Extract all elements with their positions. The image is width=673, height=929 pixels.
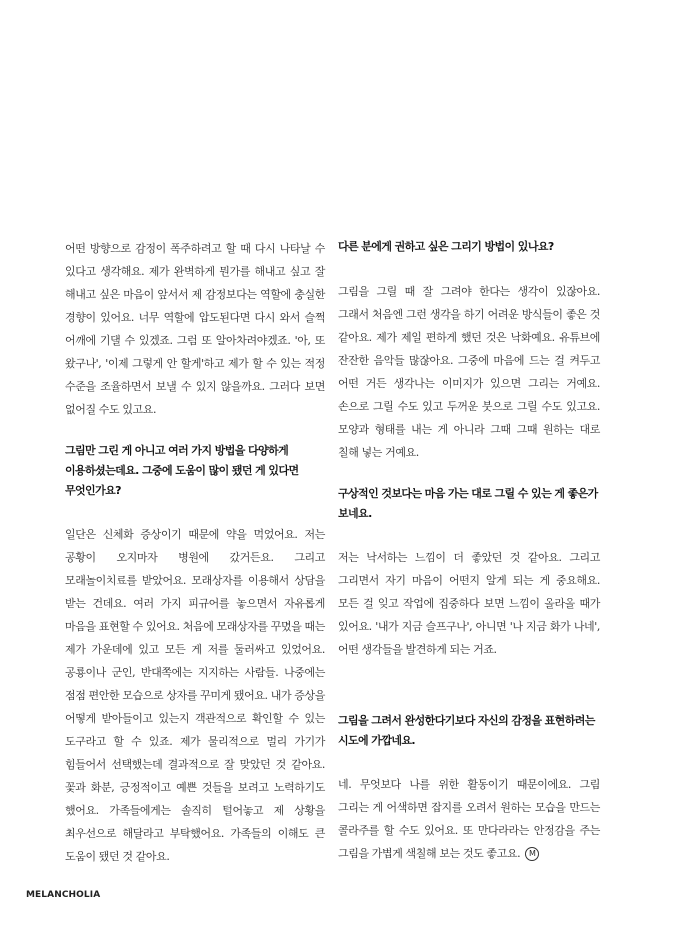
interview-question: 구상적인 것보다는 마음 가는 대로 그릴 수 있는 게 좋은가 보네요. <box>338 487 598 520</box>
interview-question: 다른 분에게 권하고 싶은 그리기 방법이 있나요? <box>338 240 554 253</box>
interview-question: 그림만 그린 게 아니고 여러 가지 방법을 다양하게 이용하셨는데요. 그중에 도움이 많이 됐던 게 있다면 무엇인가요? <box>65 444 299 497</box>
answer-paragraph: 그림을 그릴 때 잘 그려야 한다는 생각이 있잖아요. 그래서 처음엔 그런 생각을 하기 어려운 방식들이 좋은 것 같아요. 제가 제일 편하게 했던 것은 낙화예요. 유튜브에 잔잔한 음악들 많잖아요. 그중에 마음에 드는 걸 켜두고 어떤 거든 생각나는 이미지가 있으면 그리는 거예요. 손으로 그릴 수도 있고 두꺼운 붓으로 그릴 수도 있고요. 모양과 형태를 내는 게 아니라 그때 그때 원하는 대로 칠해 넣는 거예요. <box>338 285 600 459</box>
answer-paragraph <box>338 773 600 865</box>
end-mark-icon: M <box>525 847 539 861</box>
magazine-name: MELANCHOLIA <box>26 890 101 900</box>
right-column <box>338 237 600 865</box>
interview-question: 그림을 그려서 완성한다기보다 자신의 감정을 표현하려는 시도에 가깝네요. <box>338 714 595 747</box>
answer-text: 네. 무엇보다 나를 위한 활동이기 때문이에요. 그림 그리는 게 어색하면 잡지를 오려서 원하는 모습을 만드는 콜라주를 할 수도 있어요. 또 만다라라는 안정감을 주는 그림을 가볍게 색칠해 보는 것도 좋고요. <box>338 778 600 860</box>
answer-paragraph: 일단은 신체화 증상이기 때문에 약을 먹었어요. 저는 공황이 오지마자 병원에 갔거든요. 그리고 모래놀이치료를 받았어요. 모래상자를 이용해서 상담을 받는 건데요. 여러 가지 피규어를 놓으면서 자유롭게 마음을 표현할 수 있어요. 처음에 모래상자를 꾸몄을 때는 제가 가운데에 있고 모든 게 저를 둘러싸고 있었어요. 공룡이나 군인, 반대쪽에는 지지하는 사람들. 나중에는 점점 편안한 모습으로 상자를 꾸미게 됐어요. 내가 증상을 어떻게 받아들이고 있는지 객관적으로 확인할 수 있는 도구라고 할 수 있죠. 제가 물리적으로 멀리 가기가 힘들어서 선택했는데 결과적으로 잘 맞았던 것 같아요. 꽃과 화분, 긍정적이고 예쁜 것들을 보려고 노력하기도 했어요. 가족들에게는 솔직히 털어놓고 제 상황을 최우선으로 해달라고 부탁했어요. 가족들의 이해도 큰 도움이 됐던 것 같아요. <box>65 528 325 863</box>
answer-paragraph: 저는 낙서하는 느낌이 더 좋았던 것 같아요. 그리고 그리면서 자기 마음이 어떤지 알게 되는 게 중요해요. 모든 걸 잊고 작업에 집중하다 보면 느낌이 올라올 때가 있어요. '내가 지금 슬프구나', 아니면 '나 지금 화가 나네', 어떤 생각들을 발견하게 되는 거죠. <box>338 551 600 656</box>
answer-paragraph: 어떤 방향으로 감정이 폭주하려고 할 때 다시 나타날 수 있다고 생각해요. 제가 완벽하게 뭔가를 해내고 싶고 잘 해내고 싶은 마음이 앞서서 제 감정보다는 역할에 충실한 경향이 있어요. 너무 역할에 압도된다면 다시 와서 슬쩍 어깨에 기댈 수 있겠죠. 그럼 또 알아차려야겠죠. '아, 또 왔구나', '이제 그렇게 안 할게'하고 제가 할 수 있는 적정 수준을 조율하면서 보낼 수 있지 않을까요. 그러다 보면 없어질 수도 있고요. <box>65 242 325 416</box>
left-column <box>65 237 325 868</box>
